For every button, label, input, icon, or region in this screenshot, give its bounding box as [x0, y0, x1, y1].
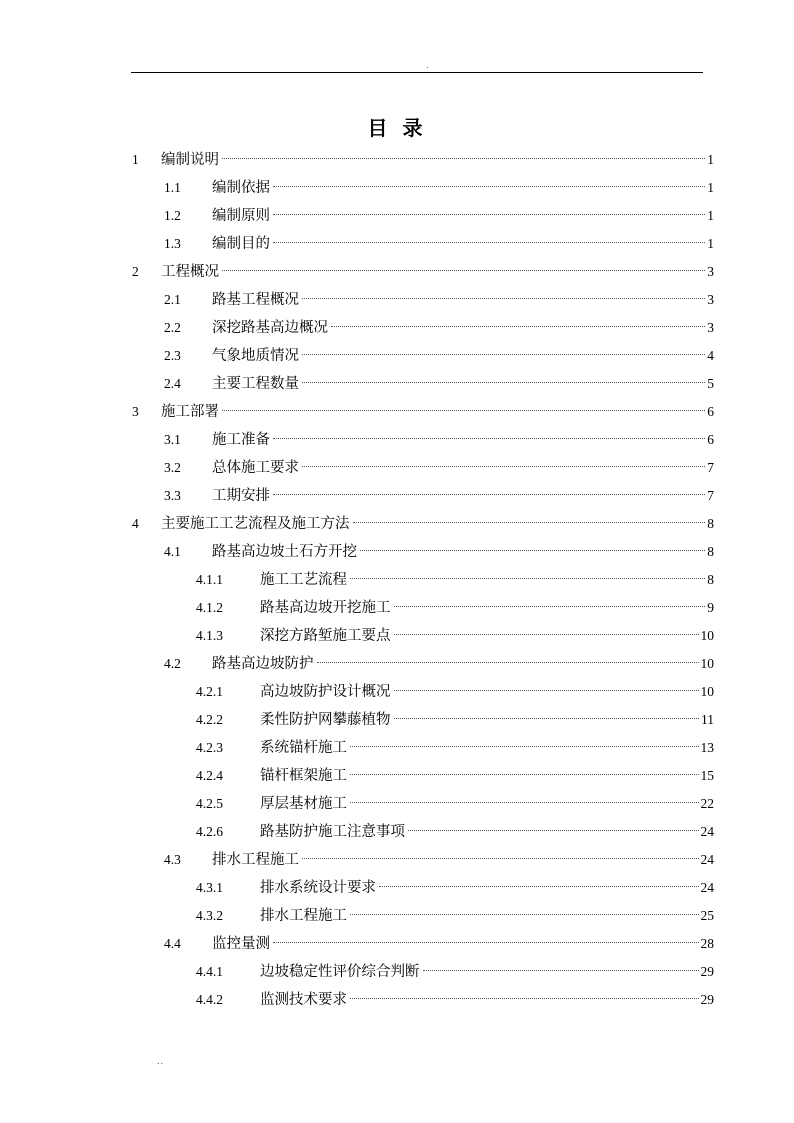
toc-entry-page-number[interactable]: 29 [700, 992, 714, 1007]
toc-entry[interactable] [0, 650, 794, 678]
toc-dot-leader [273, 942, 699, 943]
toc-entry-line [212, 314, 714, 342]
toc-entry-line [212, 370, 714, 398]
toc-entry-page-number[interactable]: 6 [707, 432, 714, 447]
toc-entry-title[interactable]: 柔性防护网攀藤植物 [260, 712, 391, 728]
toc-entry-number: 4.3 [164, 852, 181, 867]
toc-entry-number: 2.2 [164, 320, 181, 335]
toc-entry-title[interactable]: 高边坡防护设计概况 [260, 684, 391, 700]
header-rule [131, 72, 703, 73]
toc-entry-number: 4.3.1 [196, 880, 223, 895]
toc-entry-line [260, 818, 714, 846]
toc-dot-leader [394, 634, 699, 635]
toc-dot-leader [350, 578, 705, 579]
toc-entry-title[interactable]: 路基工程概况 [212, 292, 299, 308]
toc-entry-line [212, 174, 714, 202]
toc-entry-line [212, 650, 714, 678]
toc-entry-line [260, 874, 714, 902]
toc-entry-page-number[interactable]: 22 [700, 796, 714, 811]
toc-dot-leader [353, 522, 706, 523]
header-mark: . [426, 61, 429, 70]
toc-dot-leader [273, 438, 705, 439]
toc-entry-title[interactable]: 路基高边坡开挖施工 [260, 600, 391, 616]
toc-dot-leader [302, 382, 705, 383]
toc-entry-title[interactable]: 路基防护施工注意事项 [260, 824, 405, 840]
toc-entry-line [161, 258, 714, 286]
toc-entry-title[interactable]: 路基高边坡防护 [212, 656, 314, 672]
toc-entry[interactable] [0, 538, 794, 566]
toc-entry-title[interactable]: 气象地质情况 [212, 348, 299, 364]
toc-dot-leader [350, 802, 699, 803]
toc-entry-line [212, 342, 714, 370]
toc-entry-page-number[interactable]: 6 [707, 404, 714, 419]
toc-dot-leader [379, 886, 699, 887]
toc-entry-number: 4.2.2 [196, 712, 223, 727]
toc-entry-number: 4.2.3 [196, 740, 223, 755]
toc-dot-leader [302, 466, 705, 467]
footer-mark: .. [157, 1057, 165, 1066]
toc-entry-page-number[interactable]: 24 [700, 824, 714, 839]
toc-entry-number: 4.1.2 [196, 600, 223, 615]
toc-entry[interactable] [0, 790, 794, 818]
toc-entry-number: 1.1 [164, 180, 181, 195]
toc-entry-page-number[interactable]: 1 [707, 236, 714, 251]
toc-entry-title[interactable]: 系统锚杆施工 [260, 740, 347, 756]
toc-entry-page-number[interactable]: 28 [700, 936, 714, 951]
toc-entry-number: 3.3 [164, 488, 181, 503]
toc-entry-number: 4.4.2 [196, 992, 223, 1007]
toc-entry-number: 4 [132, 516, 139, 531]
toc-entry-number: 2.4 [164, 376, 181, 391]
toc-entry-page-number[interactable]: 3 [707, 292, 714, 307]
toc-entry-line [212, 230, 714, 258]
toc-dot-leader [350, 998, 699, 999]
toc-entry[interactable] [0, 902, 794, 930]
toc-entry-page-number[interactable]: 8 [707, 572, 714, 587]
toc-entry-page-number[interactable]: 10 [700, 656, 714, 671]
toc-dot-leader [273, 214, 705, 215]
toc-entry-line [260, 986, 714, 1014]
toc-entry-page-number[interactable]: 3 [707, 264, 714, 279]
toc-entry[interactable] [0, 314, 794, 342]
toc-entry-number: 4.4 [164, 936, 181, 951]
toc-entry-line [260, 958, 714, 986]
toc-entry-page-number[interactable]: 24 [700, 852, 714, 867]
toc-entry-line [212, 426, 714, 454]
toc-entry-line [161, 398, 714, 426]
toc-dot-leader [394, 606, 706, 607]
toc-entry-line [260, 678, 714, 706]
toc-entry[interactable] [0, 426, 794, 454]
toc-entry-number: 4.2.6 [196, 824, 223, 839]
toc-entry-page-number[interactable]: 8 [707, 516, 714, 531]
toc-entry-title[interactable]: 深挖方路堑施工要点 [260, 628, 391, 644]
toc-dot-leader [360, 550, 705, 551]
toc-entry-title[interactable]: 监控量测 [212, 936, 270, 952]
toc-entry-number: 3.2 [164, 460, 181, 475]
toc-entry-line [260, 762, 714, 790]
toc-entry[interactable] [0, 594, 794, 622]
toc-entry[interactable] [0, 258, 794, 286]
toc-entry-page-number[interactable]: 24 [700, 880, 714, 895]
toc-entry[interactable] [0, 874, 794, 902]
toc-entry-page-number[interactable]: 11 [701, 712, 714, 727]
toc-entry-title[interactable]: 主要施工工艺流程及施工方法 [161, 516, 350, 532]
toc-entry-title[interactable]: 路基高边坡土石方开挖 [212, 544, 357, 560]
toc-dot-leader [350, 774, 699, 775]
toc-entry-line [212, 538, 714, 566]
toc-entry[interactable] [0, 986, 794, 1014]
toc-entry[interactable] [0, 622, 794, 650]
table-of-contents [0, 146, 794, 1014]
toc-entry-line [260, 902, 714, 930]
toc-entry[interactable] [0, 286, 794, 314]
toc-dot-leader [408, 830, 699, 831]
toc-dot-leader [394, 690, 699, 691]
toc-entry-line [260, 734, 714, 762]
toc-dot-leader [302, 298, 705, 299]
toc-dot-leader [273, 494, 705, 495]
toc-entry-title[interactable]: 排水系统设计要求 [260, 880, 376, 896]
toc-entry-title[interactable]: 总体施工要求 [212, 460, 299, 476]
toc-entry-number: 4.2.1 [196, 684, 223, 699]
toc-entry-title[interactable]: 工期安排 [212, 488, 270, 504]
toc-dot-leader [302, 354, 705, 355]
toc-entry-number: 3.1 [164, 432, 181, 447]
toc-entry-line [260, 706, 714, 734]
toc-entry-title[interactable]: 编制原则 [212, 208, 270, 224]
toc-entry-page-number[interactable]: 29 [700, 964, 714, 979]
toc-entry-title[interactable]: 施工准备 [212, 432, 270, 448]
toc-entry-line [260, 790, 714, 818]
toc-entry-title[interactable]: 厚层基材施工 [260, 796, 347, 812]
toc-entry-title[interactable]: 监测技术要求 [260, 992, 347, 1008]
toc-entry-number: 1.2 [164, 208, 181, 223]
toc-entry[interactable] [0, 146, 794, 174]
toc-entry-title[interactable]: 施工工艺流程 [260, 572, 347, 588]
toc-entry-page-number[interactable]: 1 [707, 208, 714, 223]
toc-entry-number: 4.2.5 [196, 796, 223, 811]
toc-entry-number: 1 [132, 152, 139, 167]
toc-dot-leader [302, 858, 699, 859]
toc-entry[interactable] [0, 482, 794, 510]
toc-entry-page-number[interactable]: 7 [707, 460, 714, 475]
toc-entry-page-number[interactable]: 3 [707, 320, 714, 335]
toc-entry-number: 4.2.4 [196, 768, 223, 783]
toc-entry[interactable] [0, 230, 794, 258]
toc-entry-page-number[interactable]: 13 [700, 740, 714, 755]
toc-entry[interactable] [0, 454, 794, 482]
toc-entry[interactable] [0, 818, 794, 846]
toc-entry-line [212, 202, 714, 230]
toc-entry[interactable] [0, 174, 794, 202]
toc-entry-line [212, 454, 714, 482]
toc-entry-page-number[interactable]: 15 [700, 768, 714, 783]
toc-dot-leader [273, 186, 705, 187]
toc-entry-number: 2.3 [164, 348, 181, 363]
toc-entry[interactable] [0, 930, 794, 958]
toc-entry-line [212, 482, 714, 510]
toc-entry-number: 3 [132, 404, 139, 419]
toc-entry-line [212, 286, 714, 314]
toc-entry-line [260, 622, 714, 650]
toc-entry[interactable] [0, 762, 794, 790]
toc-entry-number: 2.1 [164, 292, 181, 307]
toc-entry-title[interactable]: 编制依据 [212, 180, 270, 196]
toc-entry-page-number[interactable]: 10 [700, 684, 714, 699]
toc-entry-number: 4.1.1 [196, 572, 223, 587]
toc-entry-number: 1.3 [164, 236, 181, 251]
toc-dot-leader [423, 970, 699, 971]
toc-entry[interactable] [0, 846, 794, 874]
toc-entry[interactable] [0, 398, 794, 426]
toc-entry-number: 2 [132, 264, 139, 279]
toc-dot-leader [273, 242, 705, 243]
toc-entry-line [212, 930, 714, 958]
toc-entry-title[interactable]: 排水工程施工 [260, 908, 347, 924]
toc-entry-title[interactable]: 编制目的 [212, 236, 270, 252]
toc-entry-title[interactable]: 主要工程数量 [212, 376, 299, 392]
toc-entry-page-number[interactable]: 10 [700, 628, 714, 643]
toc-entry[interactable] [0, 734, 794, 762]
toc-entry-line [260, 594, 714, 622]
toc-entry-number: 4.3.2 [196, 908, 223, 923]
toc-entry-title[interactable]: 工程概况 [161, 264, 219, 280]
toc-entry[interactable] [0, 706, 794, 734]
page-title: 目 录 [367, 116, 427, 140]
toc-entry[interactable] [0, 370, 794, 398]
toc-entry-line [212, 846, 714, 874]
toc-entry[interactable] [0, 566, 794, 594]
toc-entry-page-number[interactable]: 25 [700, 908, 714, 923]
toc-entry[interactable] [0, 202, 794, 230]
toc-entry-page-number[interactable]: 1 [707, 180, 714, 195]
toc-entry-title[interactable]: 边坡稳定性评价综合判断 [260, 964, 420, 980]
toc-entry-page-number[interactable]: 9 [707, 600, 714, 615]
toc-entry-number: 4.1 [164, 544, 181, 559]
toc-entry-number: 4.2 [164, 656, 181, 671]
toc-entry-page-number[interactable]: 5 [707, 376, 714, 391]
toc-entry-line [161, 146, 714, 174]
toc-entry-page-number[interactable]: 7 [707, 488, 714, 503]
toc-entry[interactable] [0, 678, 794, 706]
toc-entry-title[interactable]: 锚杆框架施工 [260, 768, 347, 784]
toc-dot-leader [394, 718, 700, 719]
toc-entry-page-number[interactable]: 4 [707, 348, 714, 363]
toc-dot-leader [317, 662, 699, 663]
toc-entry-page-number[interactable]: 8 [707, 544, 714, 559]
toc-entry[interactable] [0, 958, 794, 986]
toc-entry-line [260, 566, 714, 594]
toc-entry-number: 4.4.1 [196, 964, 223, 979]
toc-dot-leader [350, 914, 699, 915]
toc-entry-page-number[interactable]: 1 [707, 152, 714, 167]
toc-dot-leader [222, 410, 705, 411]
toc-entry[interactable] [0, 510, 794, 538]
toc-entry-title[interactable]: 编制说明 [161, 152, 219, 168]
toc-entry-number: 4.1.3 [196, 628, 223, 643]
toc-entry[interactable] [0, 342, 794, 370]
toc-entry-line [161, 510, 714, 538]
toc-dot-leader [350, 746, 699, 747]
toc-entry-title[interactable]: 深挖路基高边概况 [212, 320, 328, 336]
toc-dot-leader [222, 158, 705, 159]
toc-dot-leader [331, 326, 705, 327]
toc-entry-title[interactable]: 施工部署 [161, 404, 219, 420]
toc-entry-title[interactable]: 排水工程施工 [212, 852, 299, 868]
toc-dot-leader [222, 270, 705, 271]
